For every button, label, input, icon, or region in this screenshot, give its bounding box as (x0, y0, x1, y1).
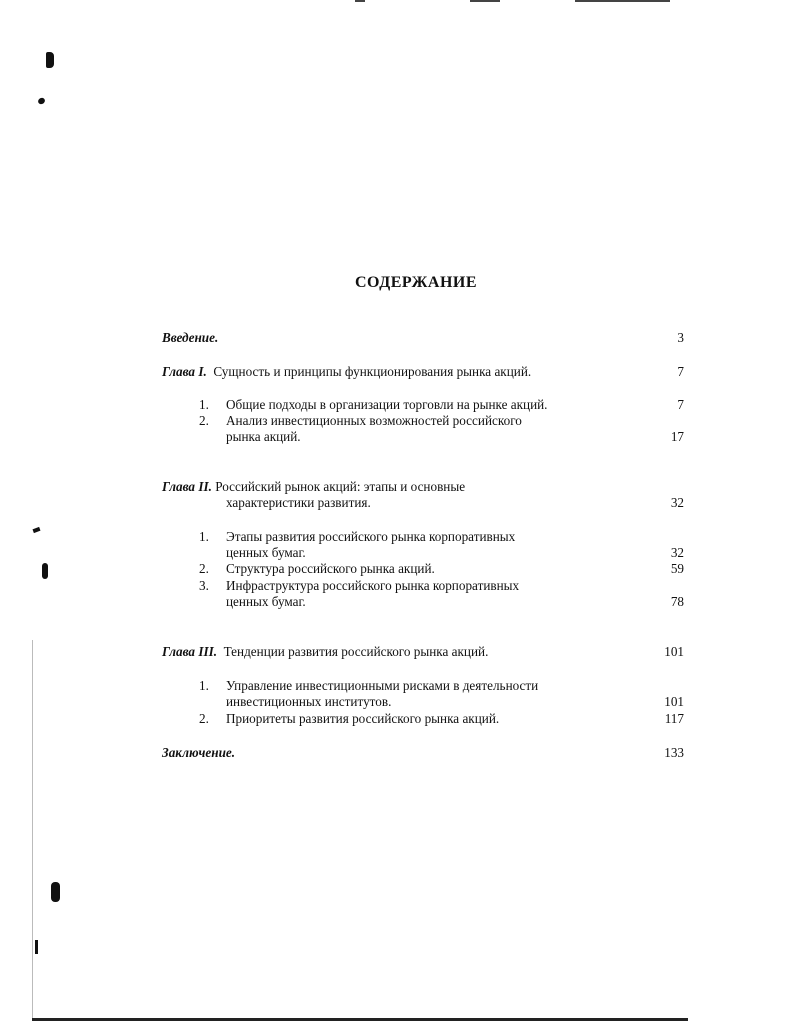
section-2-3-num: 3. (199, 578, 209, 593)
section-3-1-text: инвестиционных институтов. (226, 694, 392, 709)
section-1-2-num: 2. (199, 413, 209, 428)
section-1-2-text: Анализ инвестиционных возможностей российского (226, 413, 522, 428)
toc-chapter-3 (162, 644, 488, 660)
section-2-1-text: ценных бумаг. (226, 545, 306, 560)
section-2-1-text: Этапы развития российского рынка корпоративных (226, 529, 516, 544)
section-2-1-num: 1. (199, 529, 209, 544)
section-2-2-text: Структура российского рынка акций. (226, 561, 435, 576)
chapter-1-title: Сущность и принципы функционирования рынка акций. (213, 364, 532, 379)
page-title: СОДЕРЖАНИЕ (354, 274, 478, 291)
section-3-1-num: 1. (199, 678, 209, 693)
section-3-1-page: 101 (664, 694, 684, 709)
section-1-2-text: рынка акций. (226, 429, 301, 444)
section-3-2-page: 117 (664, 711, 684, 726)
section-1-1-text: Общие подходы в организации торговли на рынке акций. (226, 397, 548, 412)
toc-chapter-2-page: 32 (670, 495, 684, 510)
chapter-2-label: Глава II. (162, 479, 212, 494)
toc-intro-label: Введение. (162, 330, 219, 345)
chapter-1-label: Глава I. (162, 364, 207, 379)
toc-chapter-1-page: 7 (677, 364, 684, 379)
toc-intro-page: 3 (677, 330, 684, 345)
section-2-3-page: 78 (670, 594, 684, 609)
toc-chapter-3-page: 101 (664, 644, 684, 659)
toc-chapter-2 (162, 479, 465, 495)
section-1-2-page: 17 (670, 429, 684, 444)
section-2-3-text: Инфраструктура российского рынка корпоративных (226, 578, 520, 593)
section-3-1-text: Управление инвестиционными рисками в деятельности (226, 678, 539, 693)
section-2-2-page: 59 (670, 561, 684, 576)
toc-conclusion-label: Заключение. (162, 745, 236, 760)
section-2-3-text: ценных бумаг. (226, 594, 306, 609)
section-2-1-page: 32 (670, 545, 684, 560)
section-1-1-page: 7 (677, 397, 684, 412)
chapter-3-title: Тенденции развития российского рынка акций. (223, 644, 489, 659)
section-2-2-num: 2. (199, 561, 209, 576)
toc-conclusion-page: 133 (664, 745, 684, 760)
section-1-1-num: 1. (199, 397, 209, 412)
section-3-2-num: 2. (199, 711, 209, 726)
chapter-3-label: Глава III. (162, 644, 218, 659)
toc-chapter-1 (162, 364, 531, 380)
chapter-2-title: Российский рынок акций: этапы и основные (215, 479, 466, 494)
section-3-2-text: Приоритеты развития российского рынка акций. (226, 711, 500, 726)
chapter-2-title-cont: характеристики развития. (226, 495, 371, 510)
